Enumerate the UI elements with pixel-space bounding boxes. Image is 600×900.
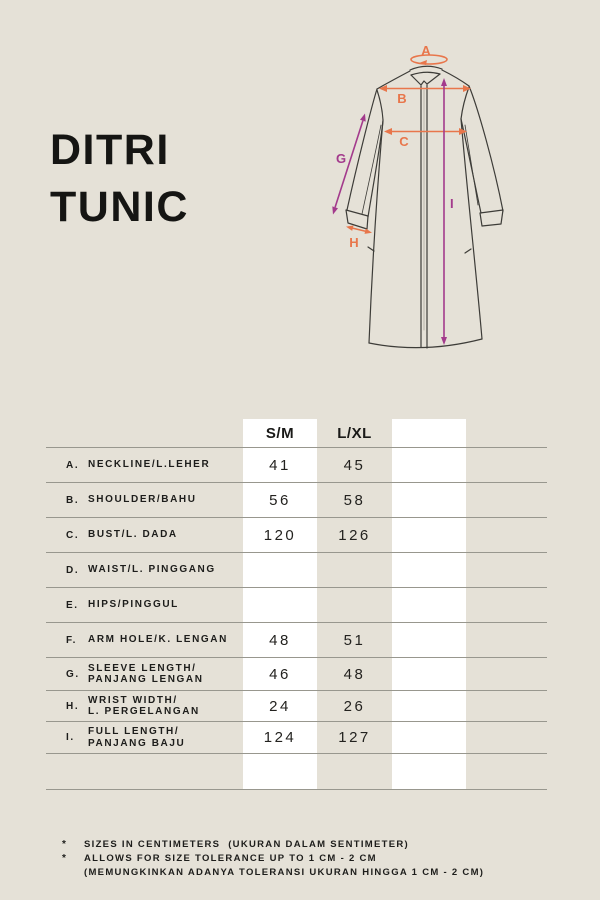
cell-sm: 120: [263, 526, 297, 544]
footnote-text: ALLOWS FOR SIZE TOLERANCE UP TO 1 CM - 2 CM: [84, 853, 377, 864]
size-table: [46, 419, 547, 790]
tunic-outline: [346, 66, 503, 348]
cell-lxl: 26: [343, 697, 366, 715]
table-row-full-length: [46, 722, 547, 754]
arrowhead-icon: [360, 114, 366, 122]
cell-lxl: 45: [343, 456, 366, 474]
cell-sm: 56: [269, 491, 291, 509]
row-key: H.: [66, 700, 80, 712]
footnote-bullet: *: [62, 839, 66, 850]
arrowhead-icon: [441, 337, 447, 345]
footnotes: [62, 838, 484, 880]
cell-sm: 24: [269, 697, 291, 715]
cell-sm: 41: [269, 456, 291, 474]
row-key: D.: [66, 564, 80, 576]
cell-sm: 48: [269, 631, 291, 649]
row-label: NECKLINE/L.LEHER: [88, 459, 211, 471]
row-key: I.: [66, 732, 75, 743]
measure-label-h: H: [349, 235, 359, 250]
footnote-text: (MEMUNGKINKAN ADANYA TOLERANSI UKURAN HINGGA 1 CM - 2 CM): [84, 867, 485, 878]
cell-sm: 46: [269, 665, 291, 683]
measure-c-bust-arrow: [384, 128, 467, 149]
table-row-empty: [46, 754, 547, 790]
row-label: HIPS/PINGGUL: [88, 599, 179, 611]
column-header-lxl: L/XL: [337, 424, 372, 442]
row-key: E.: [66, 599, 79, 611]
arrowhead-icon: [384, 128, 392, 135]
table-row-armhole: [46, 623, 547, 658]
cell-lxl: 58: [343, 491, 366, 509]
measure-b-shoulder-arrow: [379, 85, 471, 106]
row-label: SLEEVE LENGTH/: [88, 662, 197, 674]
row-key: F.: [66, 634, 77, 646]
product-title-line1: DITRI: [50, 126, 170, 174]
row-label-line2: PANJANG LENGAN: [88, 674, 204, 685]
row-key: B.: [66, 494, 80, 506]
row-label: FULL LENGTH/: [88, 726, 180, 737]
column-header-sm: S/M: [265, 424, 295, 442]
footnote-sizes: [62, 838, 484, 852]
table-row-waist: [46, 553, 547, 588]
row-label-line2: L. PERGELANGAN: [88, 706, 200, 717]
measure-h-wrist-arrow: [346, 226, 372, 251]
arrowhead-icon: [332, 206, 338, 214]
footnote-text: SIZES IN CENTIMETERS (UKURAN DALAM SENTIMETER): [84, 839, 409, 850]
row-label: BUST/L. DADA: [88, 529, 178, 541]
measure-label-c: C: [399, 134, 409, 149]
measure-label-b: B: [397, 91, 407, 106]
cell-lxl: 126: [338, 526, 371, 544]
table-row-bust: [46, 518, 547, 553]
cell-lxl: 127: [338, 729, 371, 746]
row-label-line2: PANJANG BAJU: [88, 737, 186, 749]
row-label: SHOULDER/BAHU: [88, 494, 197, 506]
table-row-sleeve-length: [46, 658, 547, 691]
row-key: A.: [66, 459, 80, 471]
row-label: WAIST/L. PINGGANG: [88, 564, 216, 576]
measure-i-length-arrow: [441, 78, 454, 345]
table-row-hips: [46, 588, 547, 623]
footnote-tolerance: [62, 852, 484, 866]
footnote-bullet-empty: [62, 866, 84, 880]
cell-lxl: 48: [343, 665, 366, 683]
cell-sm: 124: [263, 729, 297, 746]
row-key: G.: [66, 668, 80, 680]
arrowhead-icon: [441, 78, 447, 86]
table-row-shoulder: [46, 483, 547, 518]
arrowhead-icon: [346, 226, 354, 231]
row-key: C.: [66, 529, 80, 541]
footnote-bullet: *: [62, 853, 66, 864]
measure-label-g: G: [335, 151, 347, 166]
table-header-row: [46, 419, 547, 448]
row-label: WRIST WIDTH/: [88, 694, 178, 706]
footnote-tolerance-id: [62, 866, 484, 880]
table-row-neckline: [46, 448, 547, 483]
table-row-wrist-width: [46, 691, 547, 722]
product-title-line2: TUNIC: [50, 183, 189, 231]
measure-label-i: I: [450, 196, 454, 211]
row-label: ARM HOLE/K. LENGAN: [88, 634, 228, 646]
measure-a-neckline: [411, 43, 447, 65]
measure-label-a: A: [421, 43, 431, 58]
arrowhead-icon: [365, 229, 373, 234]
cell-lxl: 51: [343, 631, 366, 649]
